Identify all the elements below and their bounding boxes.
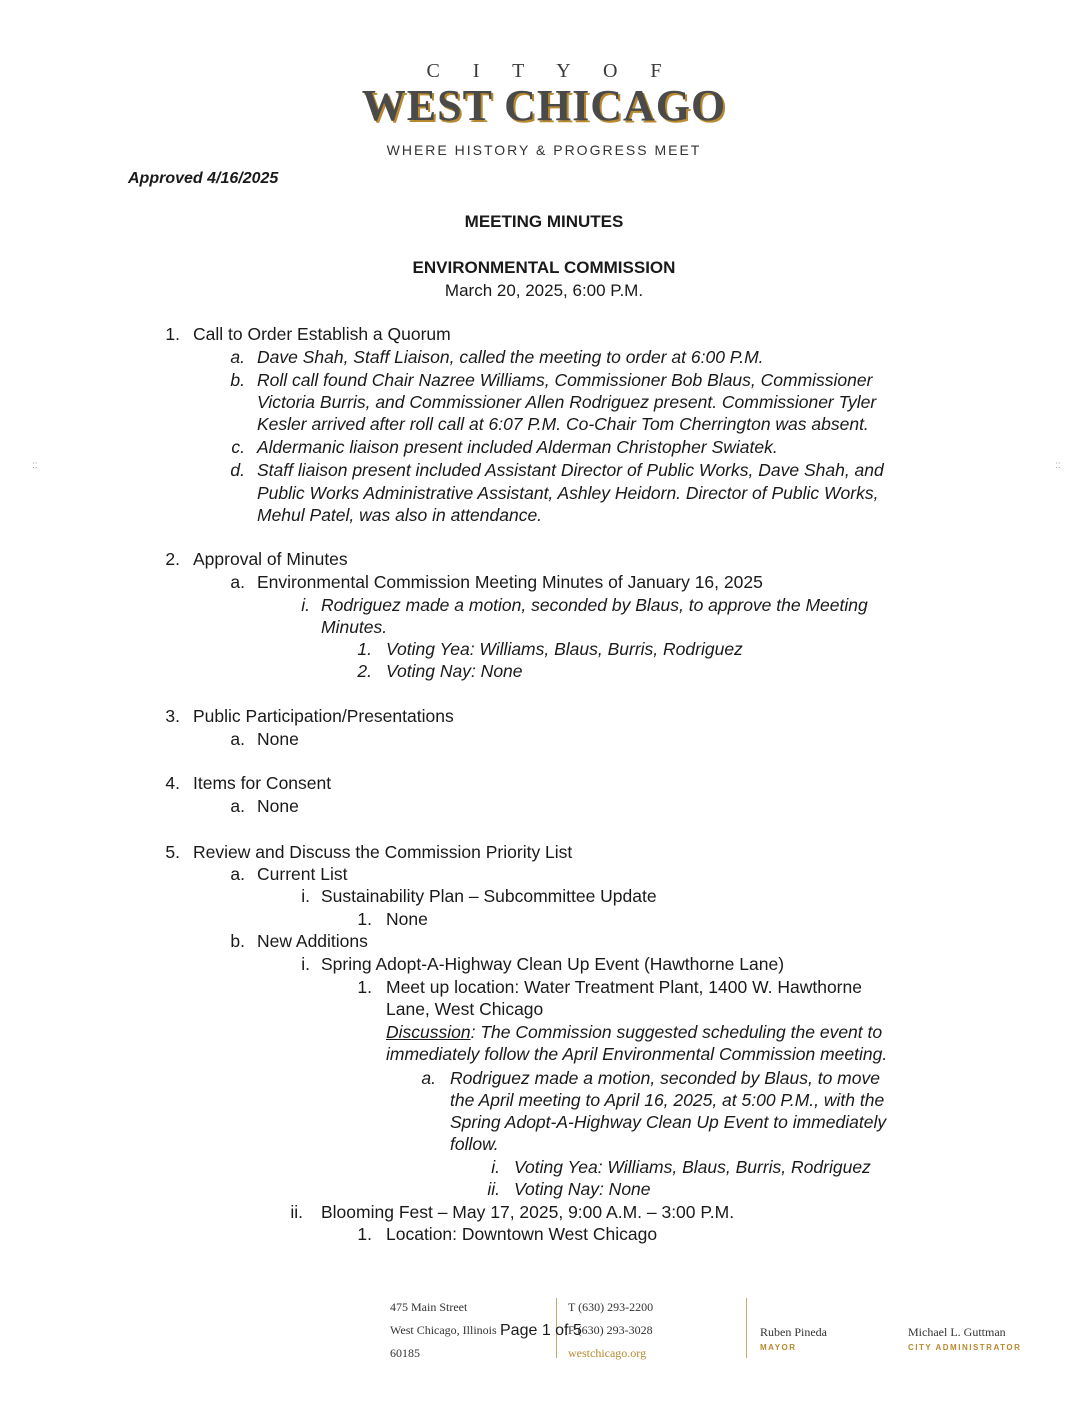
footer-street: 475 Main Street — [390, 1300, 468, 1314]
scan-mark: :: — [1055, 460, 1061, 471]
footer-mayor — [760, 1324, 827, 1356]
logo-tagline: WHERE HISTORY & PROGRESS MEET — [386, 142, 702, 158]
footer-zip: 60185 — [390, 1346, 420, 1360]
footer-address — [390, 1296, 497, 1365]
mayor-name: Ruben Pineda — [760, 1325, 827, 1339]
page-number: Page 1 of 5 — [500, 1322, 582, 1339]
footer-administrator — [908, 1324, 1021, 1356]
footer-phone: T (630) 293-2200 — [568, 1300, 654, 1314]
approved-stamp: Approved 4/16/2025 — [128, 170, 279, 187]
footer-website[interactable]: westchicago.org — [568, 1346, 647, 1360]
mayor-title: MAYOR — [760, 1343, 797, 1352]
logo-city-of: C I T Y O F — [426, 60, 676, 82]
footer-divider — [746, 1298, 747, 1358]
meeting-datetime: March 20, 2025, 6:00 P.M. — [444, 281, 644, 300]
administrator-title: CITY ADMINISTRATOR — [908, 1343, 1022, 1352]
footer-city: West Chicago, Illinois — [390, 1323, 497, 1337]
administrator-name: Michael L. Guttman — [908, 1325, 1006, 1339]
commission-name: ENVIRONMENTAL COMMISSION — [412, 258, 676, 277]
footer-fax: F (630) 293-3028 — [568, 1323, 653, 1337]
document-title: MEETING MINUTES — [464, 212, 624, 231]
scan-mark: :: — [32, 460, 38, 471]
logo-west-chicago: WEST CHICAGO — [361, 81, 727, 130]
